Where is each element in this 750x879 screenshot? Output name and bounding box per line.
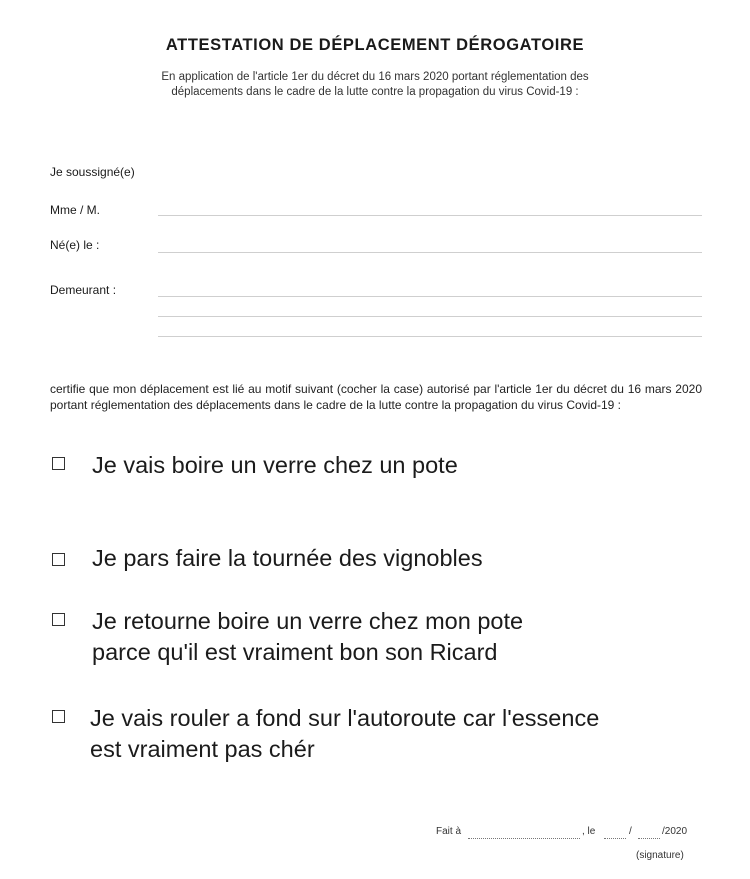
subtitle-line-1: En application de l'article 1er du décret du 16 mars 2020 portant réglementation des <box>161 71 589 83</box>
name-label: Mme / M. <box>50 203 100 217</box>
form-title: ATTESTATION DE DÉPLACEMENT DÉROGATOIRE <box>165 36 585 54</box>
address-field-line-2[interactable] <box>158 316 702 317</box>
option-label-3-line-1: Je retourne boire un verre chez mon pote <box>92 608 524 634</box>
option-label-2 <box>92 543 483 574</box>
option-label-4-line-1: Je vais rouler a fond sur l'autoroute car l'essence <box>90 705 600 731</box>
option-label-3-line-2: parce qu'il est vraiment bon son Ricard <box>92 639 498 665</box>
name-field-line[interactable] <box>158 215 702 216</box>
option-label-4 <box>90 703 599 765</box>
intro-label: Je soussigné(e) <box>50 165 135 179</box>
option-label-3 <box>92 606 523 668</box>
year-label: /2020 <box>662 826 688 837</box>
month-field-line[interactable] <box>638 838 660 839</box>
day-field-line[interactable] <box>604 838 626 839</box>
option-label-4-line-2: est vraiment pas chér <box>90 736 315 762</box>
option-checkbox-1[interactable] <box>52 457 65 470</box>
date-slash: / <box>629 826 632 837</box>
certify-paragraph: certifie que mon déplacement est lié au motif suivant (cocher la case) autorisé par l'article 1er du décret du 16 mars 2020 portant réglementation des déplacements dans le cadre de la lutte contre la propagation du virus Covid-19 : <box>50 382 702 412</box>
option-label-1-line-1: Je vais boire un verre chez un pote <box>92 452 458 478</box>
birth-label: Né(e) le : <box>50 238 100 252</box>
date-le-label: , le <box>582 826 596 837</box>
option-checkbox-2[interactable] <box>52 553 65 566</box>
option-label-2-line-1: Je pars faire la tournée des vignobles <box>92 545 483 571</box>
place-field-line[interactable] <box>468 838 580 839</box>
legal-subtitle <box>60 70 690 100</box>
option-checkbox-3[interactable] <box>52 613 65 626</box>
fait-label: Fait à <box>436 826 462 837</box>
address-field-line-3[interactable] <box>158 336 702 337</box>
option-checkbox-4[interactable] <box>52 710 65 723</box>
address-field-line-1[interactable] <box>158 296 702 297</box>
option-label-1 <box>92 450 458 481</box>
birth-field-line[interactable] <box>158 252 702 253</box>
subtitle-line-2: déplacements dans le cadre de la lutte contre la propagation du virus Covid-19 : <box>171 86 579 98</box>
address-label: Demeurant : <box>50 283 117 297</box>
signature-label: (signature) <box>636 850 684 861</box>
